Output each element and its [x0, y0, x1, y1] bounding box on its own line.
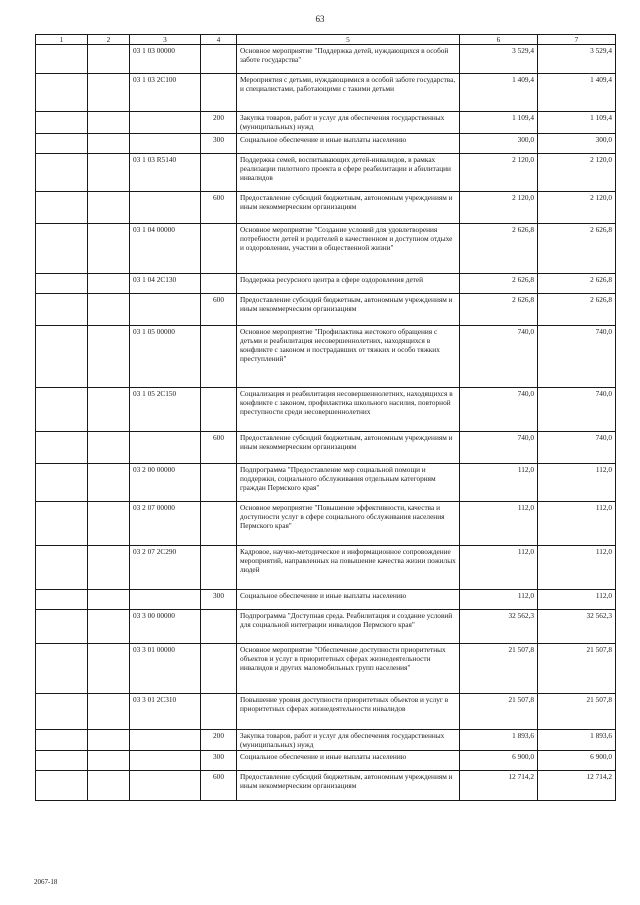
- amount-col-6: 12 714,2: [460, 771, 538, 801]
- empty-cell: [88, 191, 130, 223]
- empty-cell: [36, 501, 88, 545]
- amount-col-7: 21 507,8: [538, 693, 616, 729]
- column-number-row: [36, 35, 616, 45]
- empty-cell: [36, 693, 88, 729]
- empty-cell: [36, 751, 88, 771]
- empty-cell: [88, 223, 130, 273]
- table-row: [36, 223, 616, 273]
- expense-type-code: [201, 609, 237, 643]
- expense-type-code: [201, 693, 237, 729]
- document-code: 2067-18: [34, 878, 58, 886]
- target-article-code: 03 1 05 00000: [130, 325, 201, 387]
- target-article-code: 03 1 04 00000: [130, 223, 201, 273]
- amount-col-6: 2 626,8: [460, 273, 538, 293]
- column-header: 4: [201, 35, 237, 45]
- table-row: [36, 112, 616, 133]
- empty-cell: [36, 325, 88, 387]
- empty-cell: [88, 74, 130, 112]
- table-row: [36, 693, 616, 729]
- amount-col-6: 740,0: [460, 325, 538, 387]
- expense-type-code: 300: [201, 589, 237, 609]
- amount-col-7: 1 109,4: [538, 112, 616, 133]
- empty-cell: [88, 643, 130, 693]
- target-article-code: [130, 589, 201, 609]
- table-body: [36, 45, 616, 801]
- expense-type-code: 200: [201, 112, 237, 133]
- target-article-code: 03 2 00 00000: [130, 463, 201, 501]
- target-article-code: [130, 133, 201, 153]
- table-row: [36, 325, 616, 387]
- empty-cell: [88, 501, 130, 545]
- amount-col-6: 6 900,0: [460, 751, 538, 771]
- empty-cell: [88, 609, 130, 643]
- amount-col-7: 112,0: [538, 545, 616, 589]
- item-name: Мероприятия с детьми, нуждающимися в особой заботе государства, и специалистами, работающими с такими детьми: [237, 74, 460, 112]
- column-header: 1: [36, 35, 88, 45]
- amount-col-7: 2 120,0: [538, 153, 616, 191]
- amount-col-6: 32 562,3: [460, 609, 538, 643]
- empty-cell: [36, 273, 88, 293]
- amount-col-6: 112,0: [460, 589, 538, 609]
- amount-col-6: 112,0: [460, 545, 538, 589]
- item-name: Социальное обеспечение и иные выплаты населению: [237, 133, 460, 153]
- empty-cell: [88, 463, 130, 501]
- table-row: [36, 771, 616, 801]
- item-name: Социальное обеспечение и иные выплаты населению: [237, 589, 460, 609]
- table-row: [36, 133, 616, 153]
- empty-cell: [88, 771, 130, 801]
- amount-col-7: 2 626,8: [538, 273, 616, 293]
- amount-col-6: 2 120,0: [460, 191, 538, 223]
- amount-col-6: 1 893,6: [460, 729, 538, 750]
- amount-col-6: 21 507,8: [460, 643, 538, 693]
- target-article-code: 03 2 07 2С290: [130, 545, 201, 589]
- page-number: 63: [315, 14, 325, 24]
- empty-cell: [36, 223, 88, 273]
- amount-col-7: 32 562,3: [538, 609, 616, 643]
- table-row: [36, 45, 616, 74]
- table-row: [36, 589, 616, 609]
- item-name: Поддержка семей, воспитывающих детей-инвалидов, в рамках реализации пилотного проекта в сфере реабилитации и абилитации инвалидов: [237, 153, 460, 191]
- empty-cell: [88, 729, 130, 750]
- expense-type-code: [201, 501, 237, 545]
- amount-col-7: 2 626,8: [538, 223, 616, 273]
- empty-cell: [36, 112, 88, 133]
- item-name: Социальное обеспечение и иные выплаты населению: [237, 751, 460, 771]
- column-header: 3: [130, 35, 201, 45]
- item-name: Основное мероприятие "Профилактика жестокого обращения с детьми и реабилитация несовершеннолетних, находящихся в конфликте с законом и пострадавших от тяжких и особо тяжких преступлений": [237, 325, 460, 387]
- amount-col-6: 2 626,8: [460, 293, 538, 325]
- target-article-code: 03 1 04 2С130: [130, 273, 201, 293]
- table-row: [36, 751, 616, 771]
- item-name: Подпрограмма "Предоставление мер социальной помощи и поддержки, социального обслуживания отдельным категориям граждан Пермского края": [237, 463, 460, 501]
- amount-col-6: 740,0: [460, 387, 538, 431]
- empty-cell: [36, 463, 88, 501]
- item-name: Подпрограмма "Доступная среда. Реабилитация и создание условий для социальной интеграции инвалидов Пермского края": [237, 609, 460, 643]
- expense-type-code: [201, 463, 237, 501]
- amount-col-7: 2 626,8: [538, 293, 616, 325]
- amount-col-7: 112,0: [538, 463, 616, 501]
- amount-col-7: 2 120,0: [538, 191, 616, 223]
- item-name: Повышение уровня доступности приоритетных объектов и услуг в приоритетных сферах жизнедеятельности инвалидов: [237, 693, 460, 729]
- amount-col-6: 740,0: [460, 431, 538, 463]
- amount-col-7: 112,0: [538, 589, 616, 609]
- item-name: Предоставление субсидий бюджетным, автономным учреждениям и иным некоммерческим организациям: [237, 191, 460, 223]
- target-article-code: 03 3 01 00000: [130, 643, 201, 693]
- target-article-code: [130, 112, 201, 133]
- empty-cell: [36, 609, 88, 643]
- empty-cell: [36, 589, 88, 609]
- target-article-code: [130, 729, 201, 750]
- table-row: [36, 643, 616, 693]
- expense-type-code: [201, 153, 237, 191]
- item-name: Кадровое, научно-методическое и информационное сопровождение мероприятий, направленных на повышение качества жизни пожилых людей: [237, 545, 460, 589]
- target-article-code: [130, 431, 201, 463]
- amount-col-6: 2 120,0: [460, 153, 538, 191]
- expense-type-code: 300: [201, 751, 237, 771]
- table-row: [36, 191, 616, 223]
- empty-cell: [88, 693, 130, 729]
- target-article-code: [130, 191, 201, 223]
- empty-cell: [88, 45, 130, 74]
- empty-cell: [36, 45, 88, 74]
- target-article-code: 03 3 01 2С310: [130, 693, 201, 729]
- expense-type-code: [201, 45, 237, 74]
- table-row: [36, 463, 616, 501]
- item-name: Основное мероприятие "Обеспечение доступности приоритетных объектов и услуг в приоритетных сферах жизнедеятельности инвалидов и других маломобильных групп населения": [237, 643, 460, 693]
- column-header: 7: [538, 35, 616, 45]
- empty-cell: [36, 191, 88, 223]
- amount-col-6: 112,0: [460, 501, 538, 545]
- expense-type-code: [201, 223, 237, 273]
- empty-cell: [88, 293, 130, 325]
- empty-cell: [88, 751, 130, 771]
- empty-cell: [88, 325, 130, 387]
- amount-col-6: 2 626,8: [460, 223, 538, 273]
- amount-col-7: 12 714,2: [538, 771, 616, 801]
- empty-cell: [36, 133, 88, 153]
- empty-cell: [88, 545, 130, 589]
- amount-col-7: 3 529,4: [538, 45, 616, 74]
- expense-type-code: 600: [201, 191, 237, 223]
- empty-cell: [88, 112, 130, 133]
- empty-cell: [36, 771, 88, 801]
- table-row: [36, 431, 616, 463]
- amount-col-7: 21 507,8: [538, 643, 616, 693]
- table-row: [36, 545, 616, 589]
- table-row: [36, 153, 616, 191]
- table-row: [36, 729, 616, 750]
- empty-cell: [36, 293, 88, 325]
- amount-col-7: 1 893,6: [538, 729, 616, 750]
- item-name: Поддержка ресурсного центра в сфере оздоровления детей: [237, 273, 460, 293]
- item-name: Основное мероприятие "Поддержка детей, нуждающихся в особой заботе государства": [237, 45, 460, 74]
- expense-type-code: 200: [201, 729, 237, 750]
- expense-type-code: 600: [201, 771, 237, 801]
- item-name: Предоставление субсидий бюджетным, автономным учреждениям и иным некоммерческим организациям: [237, 431, 460, 463]
- table-row: [36, 501, 616, 545]
- item-name: Предоставление субсидий бюджетным, автономным учреждениям и иным некоммерческим организациям: [237, 293, 460, 325]
- expense-type-code: [201, 74, 237, 112]
- empty-cell: [36, 74, 88, 112]
- amount-col-6: 21 507,8: [460, 693, 538, 729]
- empty-cell: [36, 545, 88, 589]
- amount-col-7: 740,0: [538, 387, 616, 431]
- target-article-code: 03 1 03 2С100: [130, 74, 201, 112]
- table-row: [36, 387, 616, 431]
- target-article-code: [130, 771, 201, 801]
- target-article-code: 03 1 05 2С150: [130, 387, 201, 431]
- target-article-code: [130, 293, 201, 325]
- item-name: Основное мероприятие "Создание условий для удовлетворения потребности детей и родителей в качественном и доступном отдыхе и оздоровлении, участии в общественной жизни": [237, 223, 460, 273]
- table-row: [36, 293, 616, 325]
- item-name: Основное мероприятие "Повышение эффективности, качества и доступности услуг в сфере социального обслуживания населения Пермского края": [237, 501, 460, 545]
- empty-cell: [36, 387, 88, 431]
- expense-type-code: [201, 387, 237, 431]
- item-name: Социализация и реабилитация несовершеннолетних, находящихся в конфликте с законом, профилактика школьного насилия, повторной преступности среди несовершеннолетних: [237, 387, 460, 431]
- expense-type-code: [201, 273, 237, 293]
- column-header: 2: [88, 35, 130, 45]
- amount-col-7: 740,0: [538, 325, 616, 387]
- empty-cell: [88, 589, 130, 609]
- amount-col-7: 1 409,4: [538, 74, 616, 112]
- empty-cell: [88, 387, 130, 431]
- amount-col-6: 3 529,4: [460, 45, 538, 74]
- expense-type-code: [201, 325, 237, 387]
- target-article-code: 03 1 03 00000: [130, 45, 201, 74]
- table-row: [36, 74, 616, 112]
- empty-cell: [36, 729, 88, 750]
- empty-cell: [36, 431, 88, 463]
- target-article-code: 03 1 03 R5140: [130, 153, 201, 191]
- expense-type-code: 300: [201, 133, 237, 153]
- empty-cell: [88, 133, 130, 153]
- amount-col-6: 1 409,4: [460, 74, 538, 112]
- expense-type-code: 600: [201, 293, 237, 325]
- amount-col-7: 740,0: [538, 431, 616, 463]
- expense-type-code: [201, 545, 237, 589]
- item-name: Закупка товаров, работ и услуг для обеспечения государственных (муниципальных) нужд: [237, 112, 460, 133]
- amount-col-7: 6 900,0: [538, 751, 616, 771]
- amount-col-6: 1 109,4: [460, 112, 538, 133]
- expense-type-code: 600: [201, 431, 237, 463]
- empty-cell: [36, 643, 88, 693]
- table-row: [36, 273, 616, 293]
- amount-col-7: 112,0: [538, 501, 616, 545]
- empty-cell: [36, 153, 88, 191]
- empty-cell: [88, 153, 130, 191]
- item-name: Закупка товаров, работ и услуг для обеспечения государственных (муниципальных) нужд: [237, 729, 460, 750]
- target-article-code: 03 2 07 00000: [130, 501, 201, 545]
- target-article-code: 03 3 00 00000: [130, 609, 201, 643]
- budget-table: [35, 34, 616, 801]
- amount-col-6: 300,0: [460, 133, 538, 153]
- amount-col-6: 112,0: [460, 463, 538, 501]
- empty-cell: [88, 273, 130, 293]
- column-header: 6: [460, 35, 538, 45]
- amount-col-7: 300,0: [538, 133, 616, 153]
- table-row: [36, 609, 616, 643]
- expense-type-code: [201, 643, 237, 693]
- empty-cell: [88, 431, 130, 463]
- target-article-code: [130, 751, 201, 771]
- item-name: Предоставление субсидий бюджетным, автономным учреждениям и иным некоммерческим организациям: [237, 771, 460, 801]
- column-header: 5: [237, 35, 460, 45]
